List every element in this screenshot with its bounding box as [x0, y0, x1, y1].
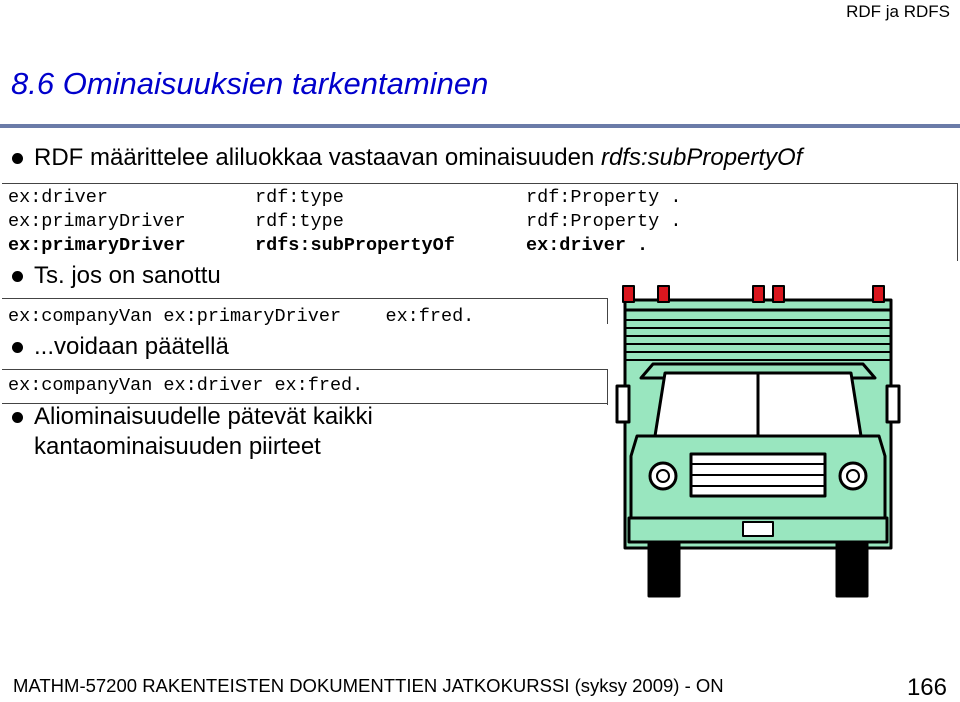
- triple-predicate: rdf:type: [255, 211, 344, 232]
- slide-header-label: RDF ja RDFS: [846, 2, 950, 21]
- bullet-dot: [12, 153, 23, 164]
- triple-object: rdf:Property .: [526, 211, 682, 232]
- footer-course: MATHM-57200 RAKENTEISTEN DOKUMENTTIEN JATKOKURSSI (syksy 2009) - ON: [13, 675, 724, 696]
- triple-subject: ex:driver: [8, 187, 108, 208]
- slide-title: 8.6 Ominaisuuksien tarkentaminen: [11, 66, 489, 101]
- page-number: 166: [906, 674, 947, 701]
- truck-body-icon: [617, 286, 899, 596]
- bullet-inheritance-2: kantaominaisuuden piirteet: [34, 433, 321, 460]
- bullet-emphasis: rdfs:subPropertyOf: [600, 144, 803, 171]
- bullet-dot: [12, 342, 23, 353]
- triple-predicate: rdf:type: [255, 187, 344, 208]
- bullet-dot: [12, 271, 23, 282]
- code-top-rule: [2, 369, 608, 370]
- bullet-stated: Ts. jos on sanottu: [34, 262, 221, 289]
- bullet-inferred: ...voidaan päätellä: [34, 333, 229, 360]
- bullet-subpropertyof: [34, 144, 802, 172]
- bullet-inheritance-1: Aliominaisuudelle pätevät kaikki: [34, 403, 373, 430]
- code-side-rule: [607, 369, 608, 405]
- triple-subject: ex:primaryDriver: [8, 235, 186, 256]
- title-divider: [0, 124, 960, 128]
- code-top-rule: [2, 298, 608, 299]
- code-side-rule: [607, 298, 608, 324]
- triple-subject: ex:primaryDriver: [8, 211, 186, 232]
- bullet-text: RDF määrittelee aliluokkaa vastaavan ominaisuuden: [34, 144, 601, 171]
- stated-triple: ex:companyVan ex:primaryDriver ex:fred.: [8, 306, 475, 327]
- triple-predicate: rdfs:subPropertyOf: [255, 235, 455, 256]
- triple-object: ex:driver .: [526, 235, 649, 256]
- inferred-triple: ex:companyVan ex:driver ex:fred.: [8, 375, 364, 396]
- triple-object: rdf:Property .: [526, 187, 682, 208]
- bullet-dot: [12, 412, 23, 423]
- truck-illustration: [613, 278, 903, 598]
